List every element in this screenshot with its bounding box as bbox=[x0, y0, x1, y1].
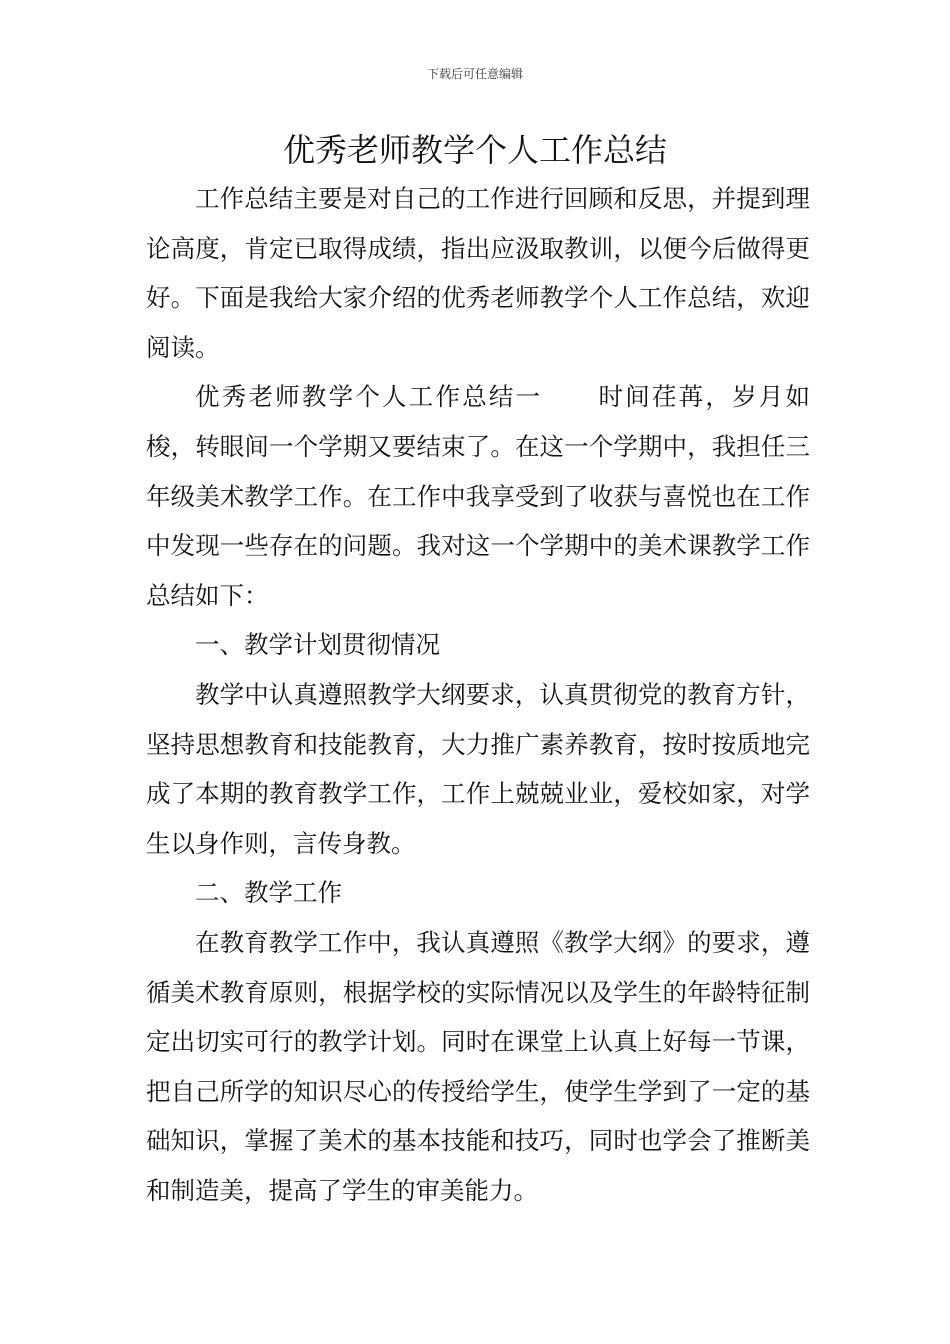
section-one-text: 时间荏苒，岁月如梭，转眼间一个学期又要结束了。在这一个学期中，我担任三年级美术教学工作。在工作中我享受到了收获与喜悦也在工作中发现一些存在的问题。我对这一个学期中的美术课教学工作总结如下： bbox=[146, 382, 811, 610]
section-one-paragraph bbox=[146, 372, 810, 620]
header-note: 下载后可任意编辑 bbox=[426, 67, 523, 81]
document-body bbox=[146, 174, 810, 1215]
heading-one: 一、教学计划贯彻情况 bbox=[195, 630, 440, 660]
paragraph-two: 在教育教学工作中，我认真遵照《教学大纲》的要求，遵循美术教育原则，根据学校的实际情况以及学生的年龄特征制定出切实可行的教学计划。同时在课堂上认真上好每一节课，把自己所学的知识尽心的传授给学生，使学生学到了一定的基础知识，掌握了美术的基本技能和技巧，同时也学会了推断美和制造美，提高了学生的审美能力。 bbox=[146, 927, 810, 1205]
heading-two: 二、教学工作 bbox=[195, 878, 342, 908]
document-title: 优秀老师教学个人工作总结 bbox=[282, 131, 667, 169]
intro-paragraph: 工作总结主要是对自己的工作进行回顾和反思，并提到理论高度，肯定已取得成绩，指出应汲取教训，以便今后做得更好。下面是我给大家介绍的优秀老师教学个人工作总结，欢迎阅读。 bbox=[146, 184, 810, 362]
section-one-label: 优秀老师教学个人工作总结一 bbox=[195, 382, 543, 412]
paragraph-one: 教学中认真遵照教学大纲要求，认真贯彻党的教育方针，坚持思想教育和技能教育，大力推广素养教育，按时按质地完成了本期的教育教学工作，工作上兢兢业业，爱校如家，对学生以身作则，言传身教。 bbox=[146, 679, 810, 858]
